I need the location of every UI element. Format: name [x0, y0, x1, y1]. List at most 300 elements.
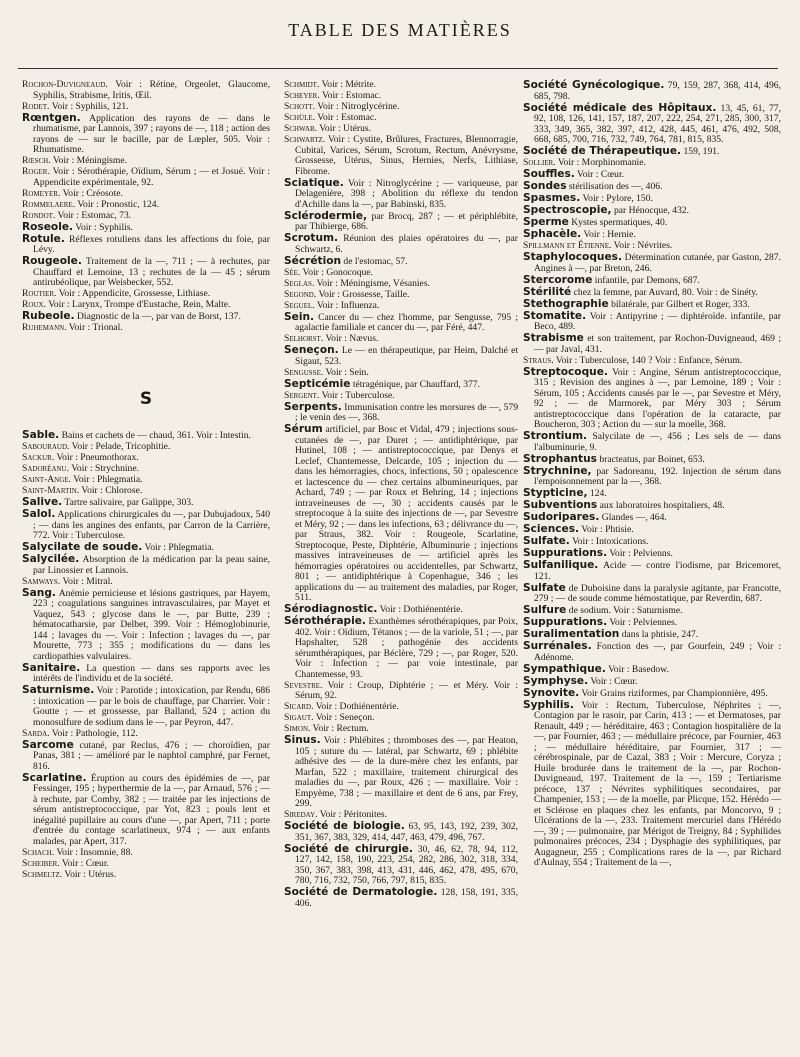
entry-text: Voir : Estomac. — [319, 90, 382, 101]
index-entry — [22, 222, 270, 234]
entry-text: Voir : Pathologie, 112. — [49, 727, 138, 739]
entry-heading: Stérilité — [523, 285, 572, 298]
entry-heading: Stypticine, — [523, 487, 588, 499]
entry-text: Voir : Dothiénentérie. — [313, 701, 399, 712]
entry-text: Voir : Phlegmatia. — [142, 542, 214, 553]
entry-heading: Stomatite. — [523, 309, 587, 322]
index-entry — [22, 542, 270, 554]
index-entry — [22, 859, 270, 870]
index-entry — [523, 536, 781, 548]
entry-heading: Sulfate. — [523, 535, 570, 547]
index-entry — [284, 102, 518, 113]
index-entry — [22, 475, 270, 486]
entry-heading: Syphilis. — [523, 698, 574, 711]
index-entry — [523, 311, 781, 333]
index-entry — [523, 367, 781, 431]
entry-text: Voir : Pelade, Tricophitie. — [69, 441, 171, 452]
entry-text: Voir : Larynx, Trompe d'Eustache, Rein, Malte. — [45, 299, 231, 310]
entry-heading: Schwartz. — [284, 134, 326, 145]
entry-heading: Sécrétion — [284, 254, 342, 267]
entry-heading: Rœsch. — [22, 155, 51, 166]
entry-text: Voir : Morphinomanie. — [555, 157, 646, 168]
entry-heading: Septicémie — [284, 377, 351, 390]
entry-heading: Sein. — [284, 310, 315, 323]
entry-text: Voir : Névrites. — [611, 240, 673, 251]
entry-text: Voir : Pylore, 150. — [580, 193, 653, 204]
entry-heading: Schmidt. — [284, 79, 320, 90]
index-entry — [284, 301, 518, 312]
entry-text: Voir : Sein. — [323, 366, 369, 378]
entry-text: Voir : Rétine, Orgeolet, Glaucome, Syphilis, Strabisme, Iritis, Œil. — [33, 79, 270, 101]
entry-heading: Sciatique. — [284, 176, 344, 189]
index-entry — [523, 629, 781, 641]
entry-heading: Scarlatine. — [22, 771, 87, 784]
entry-text: tétragénique, par Chauffard, 377. — [350, 378, 480, 390]
index-entry — [523, 466, 781, 488]
entry-text: Voir : Trional. — [66, 322, 123, 333]
index-entry — [22, 663, 270, 685]
entry-text: Voir : Cœur. — [574, 169, 625, 180]
entry-text: de l'estomac, 57. — [341, 255, 408, 267]
entry-text: Diagnostic de la —, par van de Borst, 137. — [74, 311, 241, 322]
entry-heading: Société de biologie. — [284, 820, 405, 832]
entry-text: aux laboratoires hospitaliers, 48. — [597, 500, 725, 511]
index-entry — [284, 312, 518, 334]
index-column-left — [22, 80, 270, 881]
entry-heading: Sollier. — [523, 157, 556, 168]
index-entry — [284, 80, 518, 91]
entry-text: infantile, par Demons, 687. — [592, 274, 700, 286]
index-entry — [22, 80, 270, 101]
entry-text: Glandes —, 464. — [599, 512, 667, 523]
index-entry — [22, 554, 270, 576]
entry-heading: Sérum — [284, 423, 323, 435]
entry-heading: Sadoréanu. — [22, 463, 70, 474]
index-column-right — [523, 80, 781, 869]
entry-text: Fonction des —, par Gourfein, 249 ; Voir : Adénome. — [534, 641, 781, 663]
entry-heading: Rommelaere. — [22, 198, 76, 210]
entry-heading: Sée. — [284, 266, 301, 278]
entry-text: Voir : Seneçon. — [313, 712, 375, 723]
index-entry — [284, 211, 518, 233]
entry-heading: Sulfure — [523, 604, 567, 616]
entry-text: Traitement de la —, 711 ; — à rechutes, par Chauffard et Lemoine, 13 ; rechutes de la — 45 ; sérum antirubéolique, par Weisbecker, 552. — [33, 256, 270, 288]
index-entry — [523, 524, 781, 536]
entry-heading: Straus. — [523, 354, 554, 366]
index-entry — [22, 211, 270, 222]
index-entry — [22, 311, 270, 323]
index-entry — [284, 681, 518, 702]
index-entry — [523, 454, 781, 466]
entry-heading: Suppurations. — [523, 547, 608, 559]
entry-text: Voir : Appendicite, Grossesse, Lithiase. — [56, 288, 211, 299]
entry-heading: Strophantus — [523, 452, 597, 465]
entry-text: Voir : Chlorose. — [79, 485, 143, 496]
entry-text: Absorption de la médication par la peau saine, par Linossier et Lannois. — [33, 554, 270, 576]
entry-text: dans la phtisie, 247. — [619, 629, 699, 640]
entry-text: Exanthèmes sérothérapiques, par Poix, 402. Voir : Oïdium, Tétanos ; — de la variole, 51 ; —, par Hapshalter, 528 ; pathogénie des accidents sérumthérapiques, par Béclère, 729 ; —, par Roger, 520. Voir : Infection ; — par voie intestinale, par Chantemesse, 93. — [295, 616, 518, 680]
entry-text: Voir : Rectum, Tuberculose, Néphrites ; —, Contagion par le rasoir, par Carin, 413 ; — et Dermatoses, par Renault, 449 ; — héréditaire, 463 ; Contagion hospitalière de la —, par Fournier, 463 ; — médullaire précoce, par Fournier, 463 ; — médullaire héréditaire, par Fournier, 317 ; — cérébrospinale, par de Cazal, 383 ; Voir : Mercure, Coryza ; Huile brodurée dans le traitement de la —, par Rochon-Duvigneaud, 197. Traitement de la —, 159 ; Tertiarisme précoce, 137 ; Névrites syphilitiques secondaires, par Champenier, 153 ; — de la moelle, par Plicque, 152. Hérédo — et Sclérose en plaques chez les enfants, par Moncorvo, 9 ; Ulcérations de la —, 233. Traitement mercuriel dans l'Hérédo —, 39 ; — pulmonaire, par Mérigot de Treigny, 84 ; Syphilides pulmonaires précoces, 234 ; Dysphagie des syphilitiques, par Augagneur, 255 ; Complications rares de la —, par Richard d'Aulnay, 554 ; Traitement de la —, — [534, 699, 781, 868]
entry-heading: Salol. — [22, 508, 56, 520]
entry-text: Voir : Cœur. — [59, 857, 109, 869]
entry-text: 79, 159, 287, 368, 414, 496, 685, 798. — [534, 80, 781, 102]
entry-heading: Souffles. — [523, 168, 575, 180]
entry-heading: Sulfanilique. — [523, 559, 599, 571]
entry-heading: Simon. — [284, 723, 311, 734]
entry-heading: Sclérodermie, — [284, 209, 368, 222]
index-entry — [523, 583, 781, 605]
index-entry — [22, 729, 270, 740]
entry-text: Voir : Métrite. — [319, 79, 377, 90]
entry-text: artificiel, par Bosc et Vidal, 479 ; injections sous-cutanées de —, par Duret ; — antidiphtérique, par Hutinel, 108 ; — antistreptococcique, par Denys et Leclef, Chantemesse, Delcarde, 105 ; injection du — dans les hémorragies, chocs, infections, 50 ; opalescence et lactescence du — chez certains albumineuriques, par Achard, 749 ; — par Roux et Behring, 14 ; injections intraveineuses de —, 30 ; accidents causés par le streptocoque à la suite des injections de —, par Sevestre et Méry, 92 ; — dans les infections, 63 ; délivrance du —, par Straus, 382. Voir : Rougeole, Scarlatine, Streptocoque, Peste, Diphtérie, Albuminurie ; injections massives intraveineuses de — artificiel après les hémorragies opératoires ou accidentelles, par Schwartz, 801 ; — antidiphtérique à Copenhague, 346 ; les applications du — au traitement des maladies, par Roger, 511. — [295, 424, 518, 603]
entry-heading: Rœntgen. — [22, 111, 81, 124]
entry-text: Kystes spermatiques, 40. — [568, 217, 668, 228]
entry-heading: Sergent. — [284, 389, 320, 401]
entry-text: Le — en thérapeutique, par Heim, Dalché et Sigaut, 523. — [295, 345, 518, 367]
index-entry — [523, 275, 781, 287]
entry-text: Voir : Méningisme, Vésanies. — [314, 277, 430, 289]
entry-text: Voir : Croup, Diphtérie ; — et Méry. Voir : Sérum, 92. — [295, 679, 518, 701]
entry-heading: Rodet. — [22, 100, 50, 112]
index-entry — [22, 200, 270, 211]
entry-heading: Sarcome — [22, 738, 74, 751]
entry-heading: Schott. — [284, 101, 316, 112]
entry-heading: Rochon-Duvigneaud. — [22, 79, 108, 90]
index-entry — [22, 486, 270, 497]
entry-heading: Suppurations. — [523, 616, 608, 628]
index-entry — [284, 233, 518, 255]
entry-heading: Strontium. — [523, 430, 588, 442]
index-entry — [284, 702, 518, 713]
entry-heading: Salive. — [22, 496, 63, 508]
index-entry — [284, 424, 518, 604]
entry-heading: Sympathique. — [523, 662, 606, 675]
index-entry — [523, 181, 781, 193]
index-entry — [22, 740, 270, 773]
index-entry — [22, 234, 270, 256]
entry-text: 63, 95, 143, 192, 239, 302, 351, 367, 383, 329, 414, 447, 463, 479, 496, 767. — [295, 821, 519, 843]
entry-text: Voir : Nitroglycérine. — [315, 101, 400, 112]
index-entry — [22, 453, 270, 464]
index-entry — [284, 279, 518, 290]
entry-text: Voir : Pelvienns. — [607, 548, 673, 559]
entry-text: Éruption au cours des épidémies de —, par Fessinger, 195 ; hyperthermie de la —, par Arnaud, 576 ; — à rechute, par Comby, 382 ; — traitée par les injections de sérum antistreptococcique, par Yot, 823 ; pouls lent et inégalité pupillaire au cours d'une —, par Apert, 711 ; porte d'entrée du contage scarlatineux, 974 ; — aux enfants malades, par Apert, 317. — [33, 772, 270, 847]
entry-text: Voir : Grossesse, Taille. — [316, 288, 410, 300]
index-entry — [523, 252, 781, 274]
index-column-middle — [284, 80, 518, 910]
entry-heading: Seglas. — [284, 277, 315, 289]
entry-heading: Rondot. — [22, 209, 56, 221]
entry-heading: Roseole. — [22, 220, 74, 233]
entry-text: 30, 46, 62, 78, 94, 112, 127, 142, 158, 190, 223, 254, 282, 286, 302, 318, 334, 350, 367, 383, 398, 413, 431, 446, 462, 478, 495, 670, 780, 716, 732, 750, 766, 797, 815, 835. — [295, 843, 518, 886]
index-entry — [22, 870, 270, 881]
entry-text: Voir : Nitroglycérine ; — variqueuse, par Delagenière, 398 ; Abolition du réflexe du tendon d'Achille dans la —, par Babinski, 835. — [295, 177, 518, 210]
entry-heading: Schüle. — [284, 112, 316, 123]
entry-text: et son traitement, par Rochon-Duvigneaud, 469 ; — par Javal, 431. — [534, 333, 781, 355]
entry-heading: Sengusse. — [284, 366, 324, 378]
entry-text: bracteatus, par Boinet, 653. — [596, 453, 705, 465]
entry-heading: Saturnisme. — [22, 684, 95, 696]
entry-heading: Spasmes. — [523, 192, 581, 204]
entry-text: chez la femme, par Auvard, 80. Voir : de Sinéty. — [571, 286, 758, 298]
entry-heading: Sphacèle. — [523, 228, 582, 240]
entry-heading: Ruhemann. — [22, 322, 67, 333]
index-entry — [22, 577, 270, 588]
entry-heading: Sanitaire. — [22, 661, 81, 674]
entry-text: Détermination cutanée, par Gaston, 287. Angines à —, par Breton, 246. — [534, 252, 781, 274]
entry-text: Voir : Pneumothorax. — [54, 452, 139, 463]
entry-heading: Schwab. — [284, 123, 318, 134]
entry-text: Cancer du — chez l'homme, par Sengusse, 795 ; agalactie familiale et cancer du —, par Féré, 447. — [295, 311, 518, 333]
entry-text: 128, 158, 191, 335, 406. — [295, 887, 518, 909]
entry-heading: Société de Thérapeutique. — [523, 145, 682, 157]
entry-heading: Stercorome — [523, 273, 593, 286]
index-entry — [523, 241, 781, 252]
index-entry — [22, 848, 270, 859]
entry-text: Voir : Utérus. — [317, 123, 372, 134]
index-entry — [22, 102, 270, 113]
entry-text: bilatérale, par Gilbert et Roger, 333. — [608, 298, 750, 310]
entry-text: Voir : Syphilis. — [73, 221, 133, 233]
entry-text: Voir : Méningisme. — [50, 155, 128, 166]
page-title: TABLE DES MATIÈRES — [288, 20, 512, 40]
entry-heading: Suralimentation — [523, 628, 620, 640]
index-entry — [22, 167, 270, 188]
entry-heading: Stethographie — [523, 297, 609, 310]
entry-text: 159, 191. — [681, 146, 720, 157]
index-entry — [284, 713, 518, 724]
index-entry — [22, 430, 270, 442]
index-entry — [523, 641, 781, 663]
entry-heading: Salycilate de soude. — [22, 541, 143, 553]
entry-text: Voir : Parotide ; intoxication, par Rendu, 686 : intoxication — par le bois de chauffage, par Charrier. Voir : Goutte ; — et grossesse, par Balland, 524 ; action du monosulfure de sodium dans le —, par Peyron, 447. — [33, 685, 270, 728]
index-entry — [284, 345, 518, 367]
entry-heading: Sigaut. — [284, 712, 314, 723]
entry-text: Applications chirurgicales du —, par Dubujadoux, 540 ; — dans les angines des enfants, par Carron de la Carrière, 772. Voir : Tuberculose. — [33, 509, 270, 541]
entry-heading: Sevestre. — [284, 679, 323, 691]
index-entry — [284, 124, 518, 135]
entry-heading: Strabisme — [523, 332, 584, 344]
entry-heading: Saint-Ange. — [22, 474, 71, 485]
index-entry — [284, 113, 518, 124]
entry-heading: Scheyer. — [284, 90, 320, 101]
entry-heading: Streptocoque. — [523, 365, 608, 378]
entry-text: cutané, par Reclus, 476 ; — choroïdien, par Panas, 381 ; — amélioré par le naphtol camphré, par Fernet, 816. — [33, 739, 270, 772]
entry-text: Immunisation contre les morsures de —, 579 ; le venin des —, 368. — [295, 401, 518, 423]
entry-text: de sodium. Voir : Saturnisme. — [566, 605, 683, 616]
index-entry — [22, 323, 270, 334]
index-entry — [284, 368, 518, 379]
entry-text: Voir : Insomnie, 88. — [54, 846, 133, 858]
index-entry — [284, 810, 518, 821]
index-entry — [523, 431, 781, 453]
entry-text: Voir : Pelviennes. — [607, 617, 678, 628]
entry-text: Voir : Phtisie. — [579, 524, 634, 535]
entry-text: Voir : Tuberculose, 140 ? Voir : Enfance, Sérum. — [553, 354, 743, 366]
index-entry — [284, 604, 518, 616]
index-entry — [22, 189, 270, 200]
entry-heading: Rotule. — [22, 232, 65, 245]
entry-text: Voir Grains riziformes, par Championnière, 495. — [579, 687, 768, 699]
entry-heading: Selhorst. — [284, 333, 324, 344]
entry-heading: Salycilée. — [22, 553, 80, 565]
entry-heading: Sudoripares. — [523, 511, 600, 523]
index-entry — [284, 724, 518, 735]
entry-heading: Société de chirurgie. — [284, 842, 413, 855]
entry-heading: Sérodiagnostic. — [284, 603, 378, 615]
entry-text: Voir : Influenza. — [314, 299, 380, 311]
index-entry — [523, 146, 781, 158]
entry-text: Voir : Hernie. — [581, 229, 636, 240]
index-entry — [284, 379, 518, 391]
index-entry — [284, 268, 518, 279]
page-header — [0, 20, 800, 41]
entry-text: stérilisation des —, 406. — [566, 181, 663, 192]
index-entry — [22, 256, 270, 289]
entry-text: Tartre salivaire, par Galippe, 303. — [62, 497, 194, 508]
entry-heading: Saint-Martin. — [22, 485, 80, 496]
index-entry — [22, 509, 270, 542]
index-entry — [523, 80, 781, 102]
index-entry — [523, 664, 781, 676]
entry-text: Voir : Gonocoque. — [300, 266, 373, 278]
entry-heading: Subventions — [523, 499, 598, 511]
entry-heading: Symphyse. — [523, 674, 589, 687]
entry-heading: Sulfate — [523, 581, 566, 594]
index-entry — [22, 685, 270, 728]
index-entry — [284, 178, 518, 211]
entry-heading: Sackur. — [22, 452, 55, 463]
entry-heading: Sabouraud. — [22, 441, 70, 452]
entry-heading: Spectroscopie, — [523, 204, 612, 216]
entry-heading: Segond. — [284, 288, 317, 300]
index-entry — [284, 290, 518, 301]
entry-heading: Sarda. — [22, 727, 50, 739]
entry-text: par Sadoreanu, 192. Injection de sérum dans l'empoisonnement par la —, 368. — [534, 465, 781, 487]
index-entry — [22, 773, 270, 848]
index-entry — [523, 512, 781, 524]
entry-text: Acide — contre l'iodisme, par Bricemoret, 121. — [534, 560, 781, 582]
index-entry — [284, 616, 518, 680]
entry-heading: Synovite. — [523, 686, 580, 699]
entry-text: Voir : Rectum. — [310, 723, 369, 734]
index-entry — [284, 391, 518, 402]
entry-text: Réunion des plaies opératoires du —, par Schwartz, 6. — [295, 233, 518, 255]
entry-text: Anémie pernicieuse et lésions gastriques, par Hayem, 223 ; coagulations sanguines intravasculaires, par Mayet et Vaquez, 543 ; glycose dans le —, par Butte, 239 ; hématocatharsie, par Delbet, 399. Voir : Hémoglobinurie, 144 ; lavages du —. Voir : Infection ; lavages du —, par Mourette, 773 ; 355 ; modifications du — dans les cardiopathies valvulaires. — [33, 587, 270, 662]
entry-heading: Sicard. — [284, 701, 314, 712]
entry-text: Voir : Mitral. — [60, 575, 113, 587]
entry-heading: Schmeltz. — [22, 868, 63, 880]
entry-heading: Seguel. — [284, 299, 315, 311]
entry-text: Voir : Nævus. — [323, 333, 379, 344]
entry-heading: Rougeole. — [22, 255, 82, 267]
entry-heading: Seneçon. — [284, 344, 339, 356]
entry-text: Voir : Antipyrine ; — diphtéroïde. infantile, par Beco, 489. — [534, 310, 781, 332]
entry-heading: Sang. — [22, 586, 56, 599]
index-entry — [284, 135, 518, 177]
entry-text: Voir : Sérothérapie, Oïdium, Sérum ; — et Josué. Voir : Appendicite expérimentale, 92. — [33, 166, 270, 188]
index-entry — [284, 334, 518, 345]
index-entry — [523, 688, 781, 700]
entry-text: par Brocq, 287 ; — et périphlébite, par Thibierge, 686. — [295, 210, 518, 232]
entry-text: 124. — [587, 488, 607, 499]
entry-heading: Sireday. — [284, 809, 318, 820]
entry-text: Voir : Tuberculose. — [319, 389, 395, 401]
entry-heading: Strychnine, — [523, 464, 592, 477]
index-entry — [523, 548, 781, 560]
index-entry — [284, 735, 518, 810]
index-entry — [284, 91, 518, 102]
entry-heading: Staphylocoques. — [523, 251, 622, 263]
index-entry — [523, 217, 781, 229]
index-entry — [523, 488, 781, 500]
index-entry — [523, 333, 781, 355]
index-entry — [523, 700, 781, 869]
index-entry — [523, 500, 781, 512]
entry-text: Voir : Pronostic, 124. — [75, 198, 160, 210]
index-entry — [523, 229, 781, 241]
index-entry — [22, 588, 270, 663]
index-entry — [523, 103, 781, 146]
entry-text: 13, 45, 61, 77, 92, 108, 126, 141, 157, 187, 207, 222, 254, 271, 285, 300, 317, 333, 349, 365, 382, 397, 412, 428, 445, 461, 476, 492, 508, 668, 685, 700, 716, 732, 749, 764, 781, 815, 835. — [534, 102, 782, 145]
index-entry — [284, 256, 518, 268]
entry-heading: Scrotum. — [284, 232, 339, 244]
entry-text: Voir : Phlébites ; thromboses des —, par Heaton, 105 ; suture du — latéral, par Schwartz, 69 ; phlébite adhésive des — de la dure-mère chez les enfants, par Marfan, 522 ; maxillaire, traitement chirurgical des maladies du —, par Roux, 426 ; — maxillaire. Voir : Empyème, 738 ; — maxillaire et dent de 6 ans, par Frey, 299. — [295, 735, 518, 809]
entry-heading: Serpents. — [284, 400, 342, 413]
entry-text: Voir : Basedow. — [605, 663, 669, 675]
section-letter: S — [139, 388, 153, 409]
entry-heading: Sciences. — [523, 523, 580, 535]
entry-heading: Sperme — [523, 216, 569, 228]
index-entry — [523, 299, 781, 311]
entry-heading: Routier. — [22, 288, 57, 299]
entry-text: Voir : Cystite, Brûlures, Fractures, Blennorragie, Cubital, Varices, Sérum, Scrotum, Rectum, Anévrysme, Grossesse, Utérus, Sinus, Hernies, Nerfs, Lithiase, Fibrome. — [295, 134, 518, 177]
index-entry — [523, 560, 781, 582]
index-entry — [523, 287, 781, 299]
entry-text: Voir : Dothiénentérie. — [377, 604, 463, 615]
entry-heading: Roger. — [22, 166, 50, 177]
entry-heading: Sondes — [523, 180, 567, 192]
entry-heading: Rubeole. — [22, 310, 75, 322]
entry-text: par Hénocque, 432. — [611, 205, 690, 216]
entry-text: Voir : Strychnine. — [69, 463, 140, 474]
index-entry — [523, 169, 781, 181]
entry-heading: Samways. — [22, 575, 61, 587]
entry-text: Voir : Estomac. — [315, 112, 377, 123]
index-entry — [22, 497, 270, 509]
entry-text: Voir : Créosote. — [60, 187, 123, 199]
index-entry — [22, 464, 270, 475]
index-entry — [523, 356, 781, 367]
index-entry — [284, 887, 518, 909]
index-entry — [22, 442, 270, 453]
entry-text: Voir : Syphilis, 121. — [49, 100, 129, 112]
index-entry — [523, 676, 781, 688]
entry-text: La question — dans ses rapports avec les intérêts de l'individu et de la société. — [33, 662, 270, 684]
index-entry — [22, 113, 270, 156]
entry-heading: Société médicale des Hôpitaux. — [523, 101, 717, 114]
entry-text: Voir : Cœur. — [588, 675, 638, 687]
entry-text: Voir : Estomac, 73. — [55, 209, 132, 221]
entry-heading: Sable. — [22, 429, 60, 441]
entry-text: Application des rayons de — dans le rhumatisme, par Lannois, 397 ; rayons de —, 118 ; action des rayons de — sur le bacille, par de Lœpler, 505. Voir : Rhumatisme. — [33, 112, 270, 155]
index-entry — [523, 158, 781, 169]
index-entry — [22, 289, 270, 300]
index-entry — [523, 205, 781, 217]
entry-text: Voir : Angine, Sérum antistreptococcique, 315 ; Revision des angines à —, par Lemoine, 189 ; Voir : Sérum, 105 ; Accidents causés par le —, par Sevestre et Méry, 92 ; — de Marmorek, par Méry 303 ; Sérum antistreptococcique dans l'opération de la cataracte, par Boucheron, 303 ; Action du — sur la moelle, 368. — [534, 366, 781, 430]
entry-heading: Romeyer. — [22, 187, 61, 199]
entry-heading: Roux. — [22, 299, 46, 310]
